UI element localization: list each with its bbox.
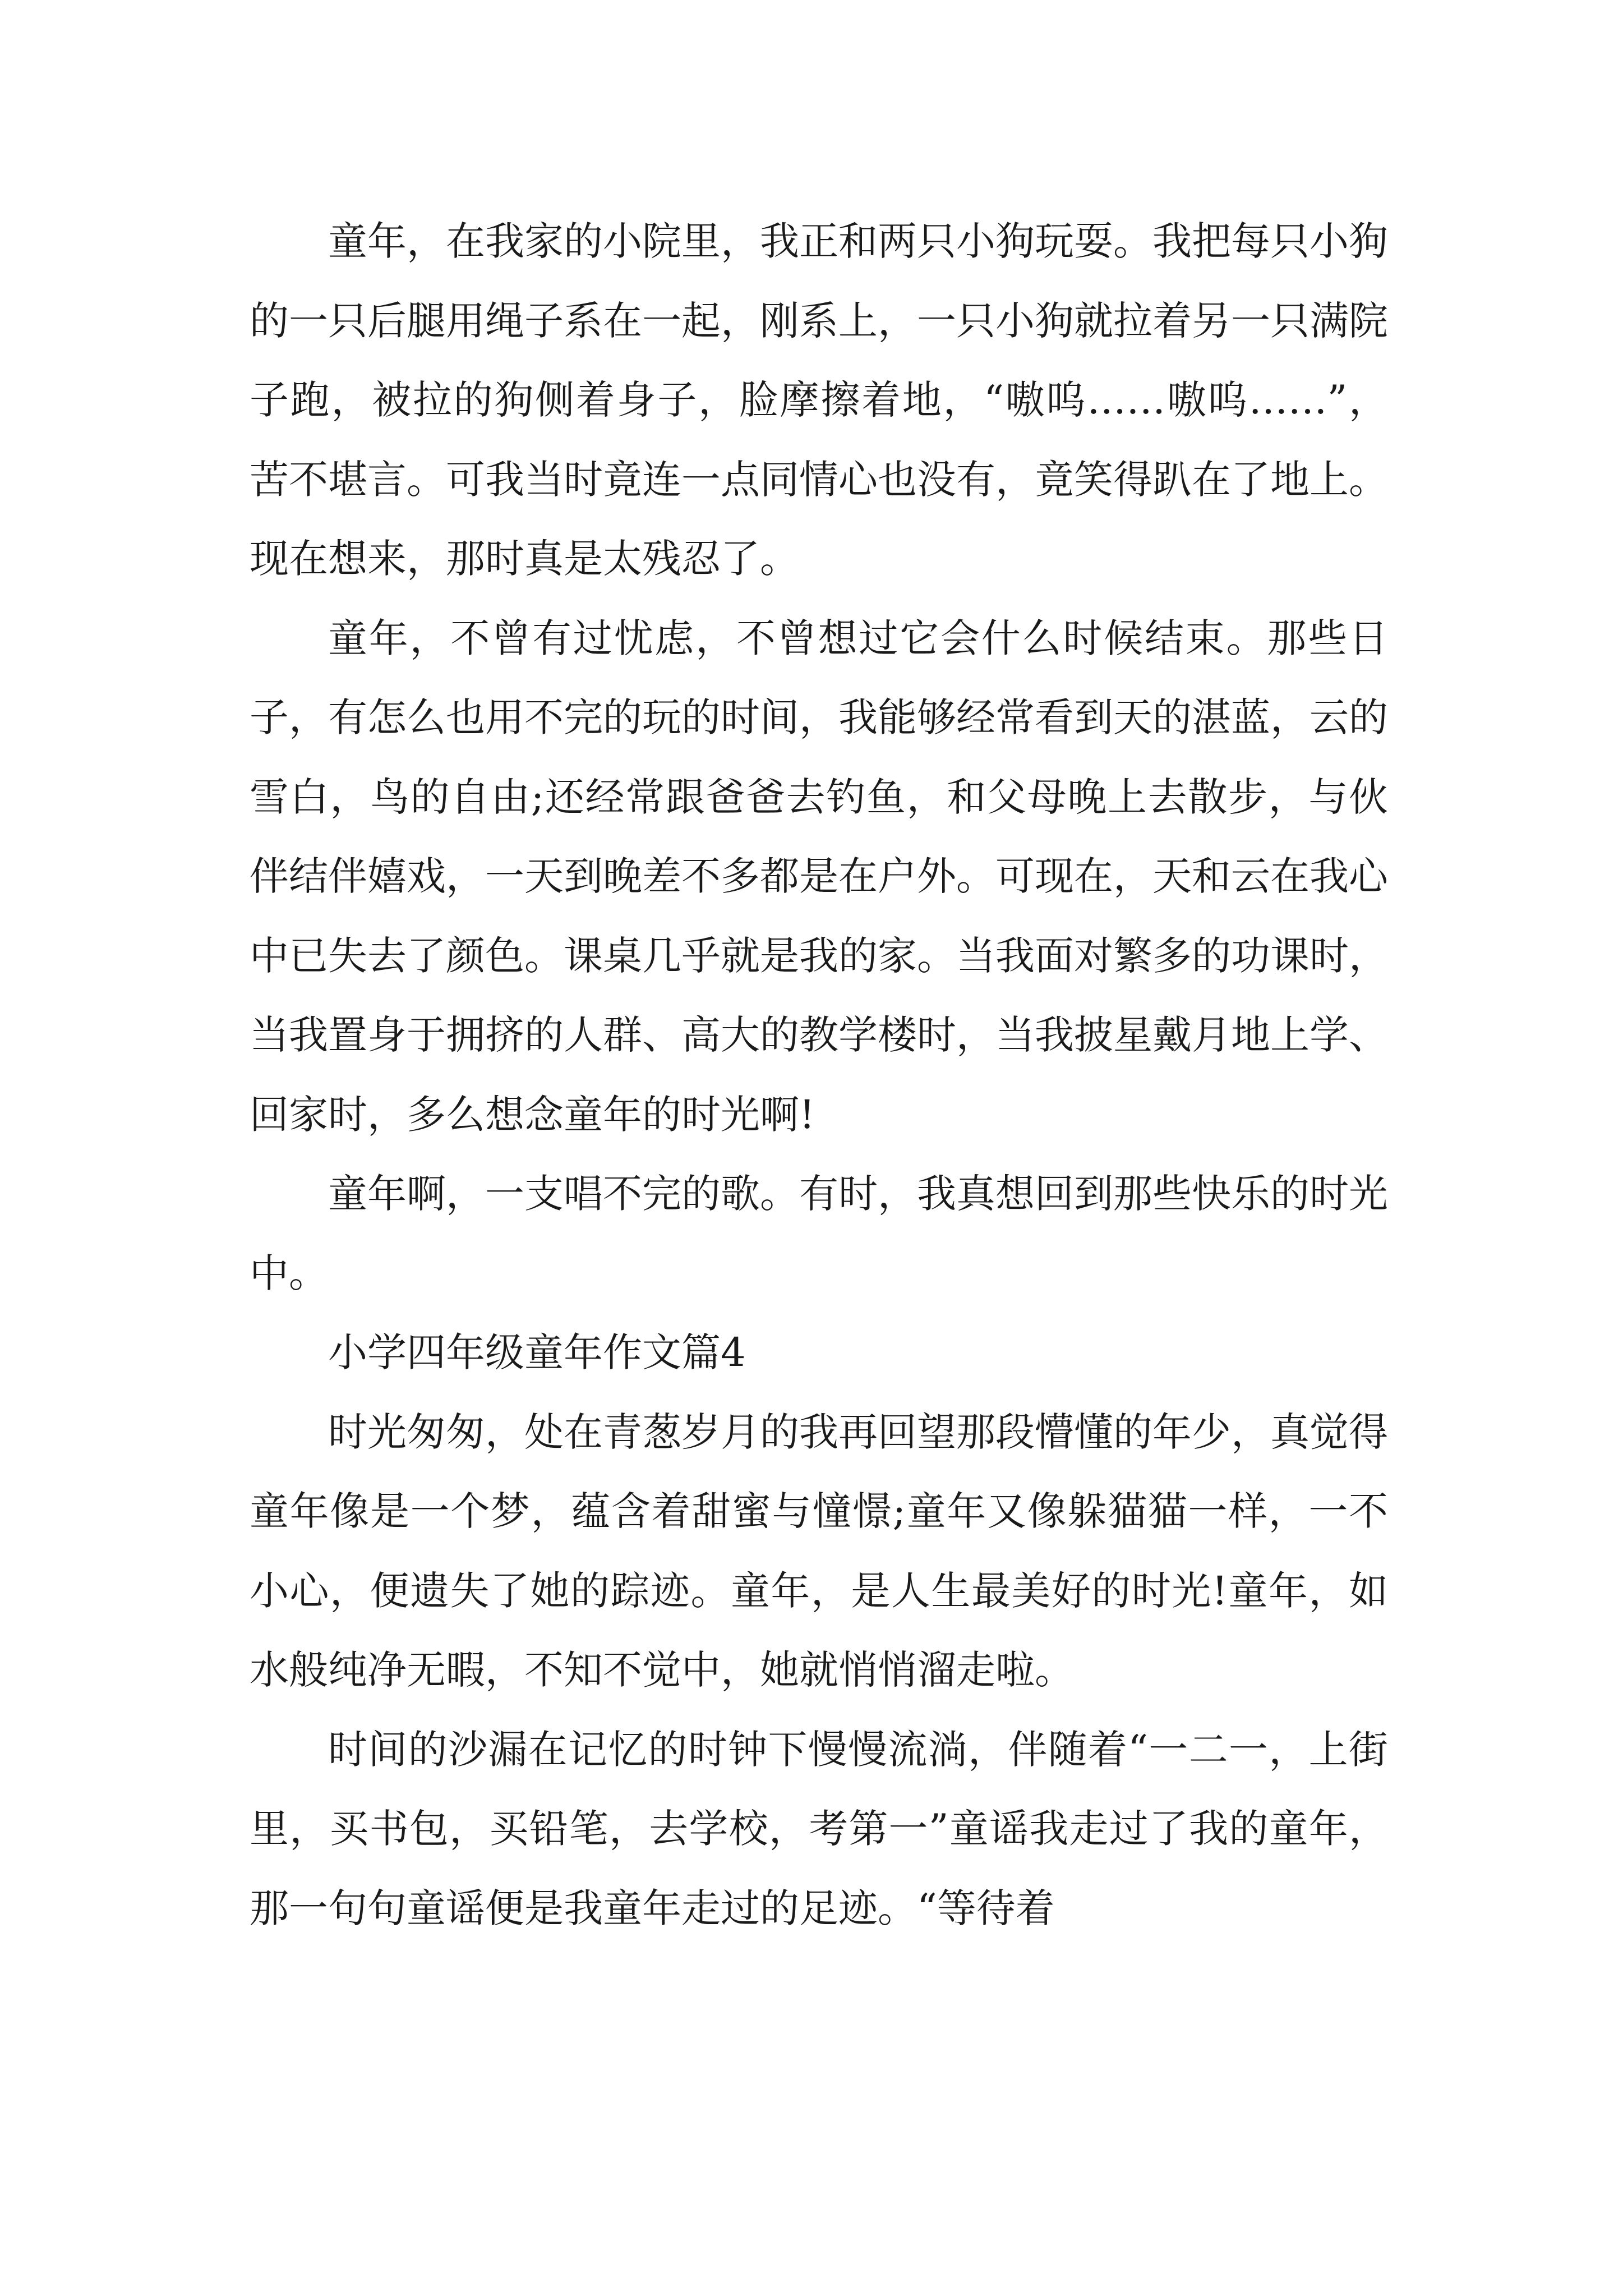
section-title: 小学四年级童年作文篇4 xyxy=(328,1329,746,1375)
paragraph-hourglass: 时间的沙漏在记忆的时钟下慢慢流淌，伴随着“一二一，上街里，买书包，买铅笔，去学校，考第一”童谣我走过了我的童年，那一句句童谣便是我童年走过的足迹。“等待着 xyxy=(250,1726,1388,1931)
paragraph-song: 童年啊，一支唱不完的歌。有时，我真想回到那些快乐的时光中。 xyxy=(250,1171,1388,1296)
paragraph-no-worries: 童年，不曾有过忧虑，不曾想过它会什么时候结束。那些日子，有怎么也用不完的玩的时间，我能够经常看到天的湛蓝，云的雪白，鸟的自由;还经常跟爸爸去钓鱼，和父母晚上去散步，与伙伴结伴嬉戏，一天到晚差不多都是在户外。可现在，天和云在我心中已失去了颜色。课桌几乎就是我的家。当我面对繁多的功课时，当我置身于拥挤的人群、高大的教学楼时，当我披星戴月地上学、回家时，多么想念童年的时光啊! xyxy=(250,615,1388,1138)
paragraph-dogs: 童年，在我家的小院里，我正和两只小狗玩耍。我把每只小狗的一只后腿用绳子系在一起，刚系上，一只小狗就拉着另一只满院子跑，被拉的狗侧着身子，脸摩擦着地，“嗷呜……嗷呜……”，苦不堪言。可我当时竟连一点同情心也没有，竟笑得趴在了地上。现在想来，那时真是太残忍了。 xyxy=(250,218,1388,582)
document-body xyxy=(250,202,1388,1948)
paragraph-time-flies: 时光匆匆，处在青葱岁月的我再回望那段懵懂的年少，真觉得童年像是一个梦，蕴含着甜蜜与憧憬;童年又像躲猫猫一样，一不小心，便遗失了她的踪迹。童年，是人生最美好的时光!童年，如水般纯净无暇，不知不觉中，她就悄悄溜走啦。 xyxy=(250,1409,1388,1693)
